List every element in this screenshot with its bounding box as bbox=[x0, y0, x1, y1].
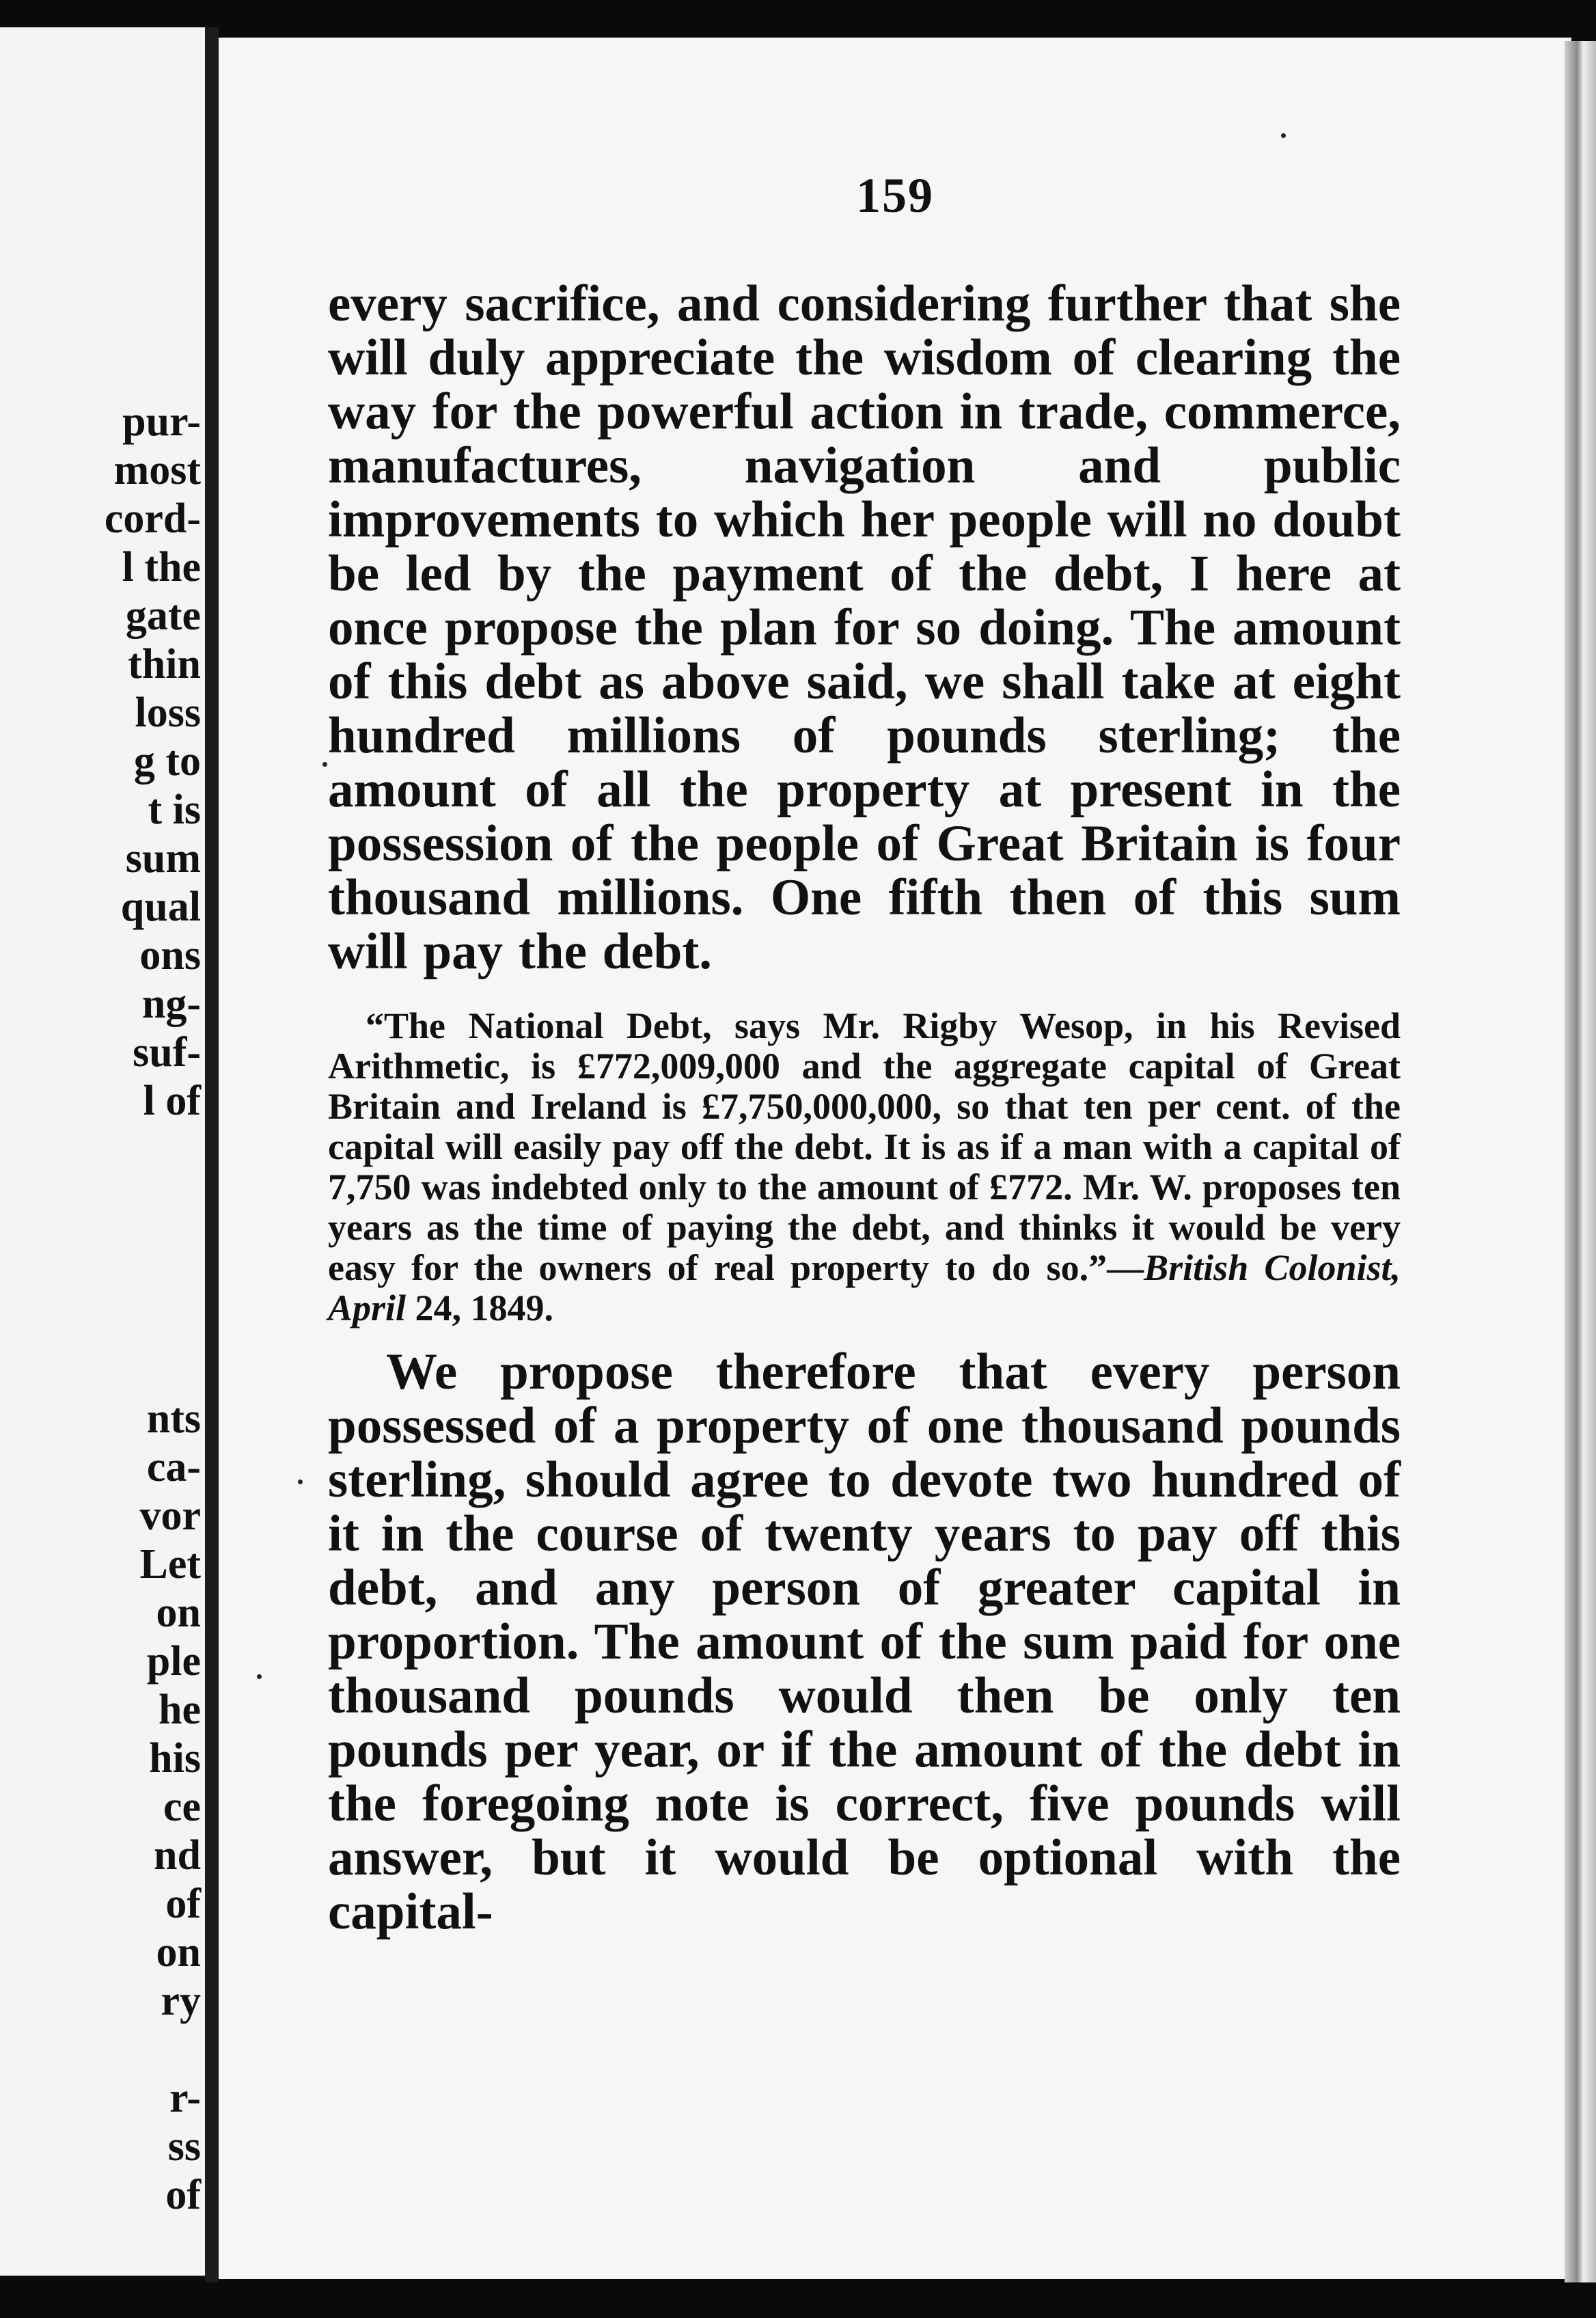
page-edge bbox=[1565, 41, 1596, 2282]
left-fragment-line: pur- bbox=[122, 398, 201, 445]
left-page-text-fragments bbox=[105, 301, 201, 2276]
footnote-source: British Colonist, April bbox=[328, 1247, 1401, 1328]
left-fragment-line bbox=[105, 2026, 201, 2074]
left-fragment-line: qual bbox=[120, 884, 201, 930]
left-fragment-line: of bbox=[165, 1881, 201, 1927]
left-fragment-line: ng- bbox=[141, 981, 201, 1027]
left-fragment-line: most bbox=[113, 447, 201, 493]
left-fragment-line: ple bbox=[146, 1638, 201, 1685]
left-fragment-line: he bbox=[159, 1687, 201, 1733]
left-fragment-line: on bbox=[156, 1929, 201, 1976]
left-page bbox=[0, 27, 209, 2276]
left-fragment-line: loss bbox=[135, 690, 201, 736]
left-fragment-line: nd bbox=[154, 1832, 201, 1879]
left-fragment-line: t is bbox=[148, 787, 201, 833]
footnote-date: 24, 1849. bbox=[406, 1287, 554, 1328]
left-fragment-line: ce bbox=[163, 1784, 201, 1830]
left-fragment-line: g to bbox=[133, 738, 201, 785]
right-page bbox=[219, 38, 1571, 2279]
left-fragment-line: Let bbox=[139, 1541, 201, 1587]
left-fragment-line: cord- bbox=[104, 495, 201, 542]
page-number: 159 bbox=[856, 168, 934, 223]
left-fragment-line: nts bbox=[146, 1395, 201, 1442]
left-fragment-line: ss bbox=[167, 2123, 201, 2170]
left-fragment-line: sum bbox=[125, 835, 201, 882]
left-fragment-line: thin bbox=[128, 641, 201, 687]
footnote bbox=[328, 1006, 1401, 1328]
left-fragment-line: ca- bbox=[146, 1444, 201, 1490]
paragraph-2: We propose therefore that every person possessed of a property of one thousand pounds sterling, should agree to devote two hundred of it in the course of twenty years to pay off this debt, and any person of greater capital in proportion. The amount of the sum paid for one thousand pounds would then be only ten pounds per year, or if the amount of the debt in the foregoing note is correct, five pounds will answer, but it would be optional with the capital- bbox=[328, 1344, 1401, 1940]
page-body bbox=[328, 277, 1401, 1939]
left-fragment-line: ry bbox=[161, 1978, 201, 2024]
book-gutter bbox=[205, 27, 219, 2282]
left-fragment-line: of bbox=[165, 2172, 201, 2218]
left-fragments-bottom bbox=[105, 1395, 201, 2220]
left-fragments-top bbox=[105, 398, 201, 1126]
left-fragment-line: vor bbox=[139, 1492, 201, 1539]
left-fragment-line: suf- bbox=[133, 1029, 201, 1076]
left-fragment-line: on bbox=[156, 1590, 201, 1636]
left-fragment-line: gate bbox=[125, 592, 201, 639]
left-fragment-line: ons bbox=[139, 932, 201, 979]
left-fragment-line: r- bbox=[169, 2075, 201, 2121]
paragraph-1: every sacrifice, and considering further that she will duly appreciate the wisdom of clearing the way for the powerful action in trade, commerce, manufactures, navigation and public improvements to which her people will no doubt be led by the payment of the debt, I here at once propose the plan for so doing. The amount of this debt as above said, we shall take at eight hundred millions of pounds sterling; the amount of all the property at present in the possession of the people of Great Britain is four thousand millions. One fifth then of this sum will pay the debt. bbox=[328, 275, 1401, 980]
footnote-text: “The National Debt, says Mr. Rigby Wesop, in his Revised Arithmetic, is £772,009,000 and the aggregate capital of Great Britain and Ireland is £7,750,000,000, so that ten per cent. of the capital will easily pay off the debt. It is as if a man with a capital of 7,750 was indebted only to the amount of £772. Mr. W. proposes ten years as the time of paying the debt, and thinks it would be very easy for the owners of real property to do so.”— bbox=[328, 1005, 1401, 1288]
left-fragment-line: l the bbox=[122, 544, 201, 590]
left-fragment-line: his bbox=[149, 1735, 201, 1782]
left-fragment-line: l of bbox=[143, 1078, 201, 1124]
